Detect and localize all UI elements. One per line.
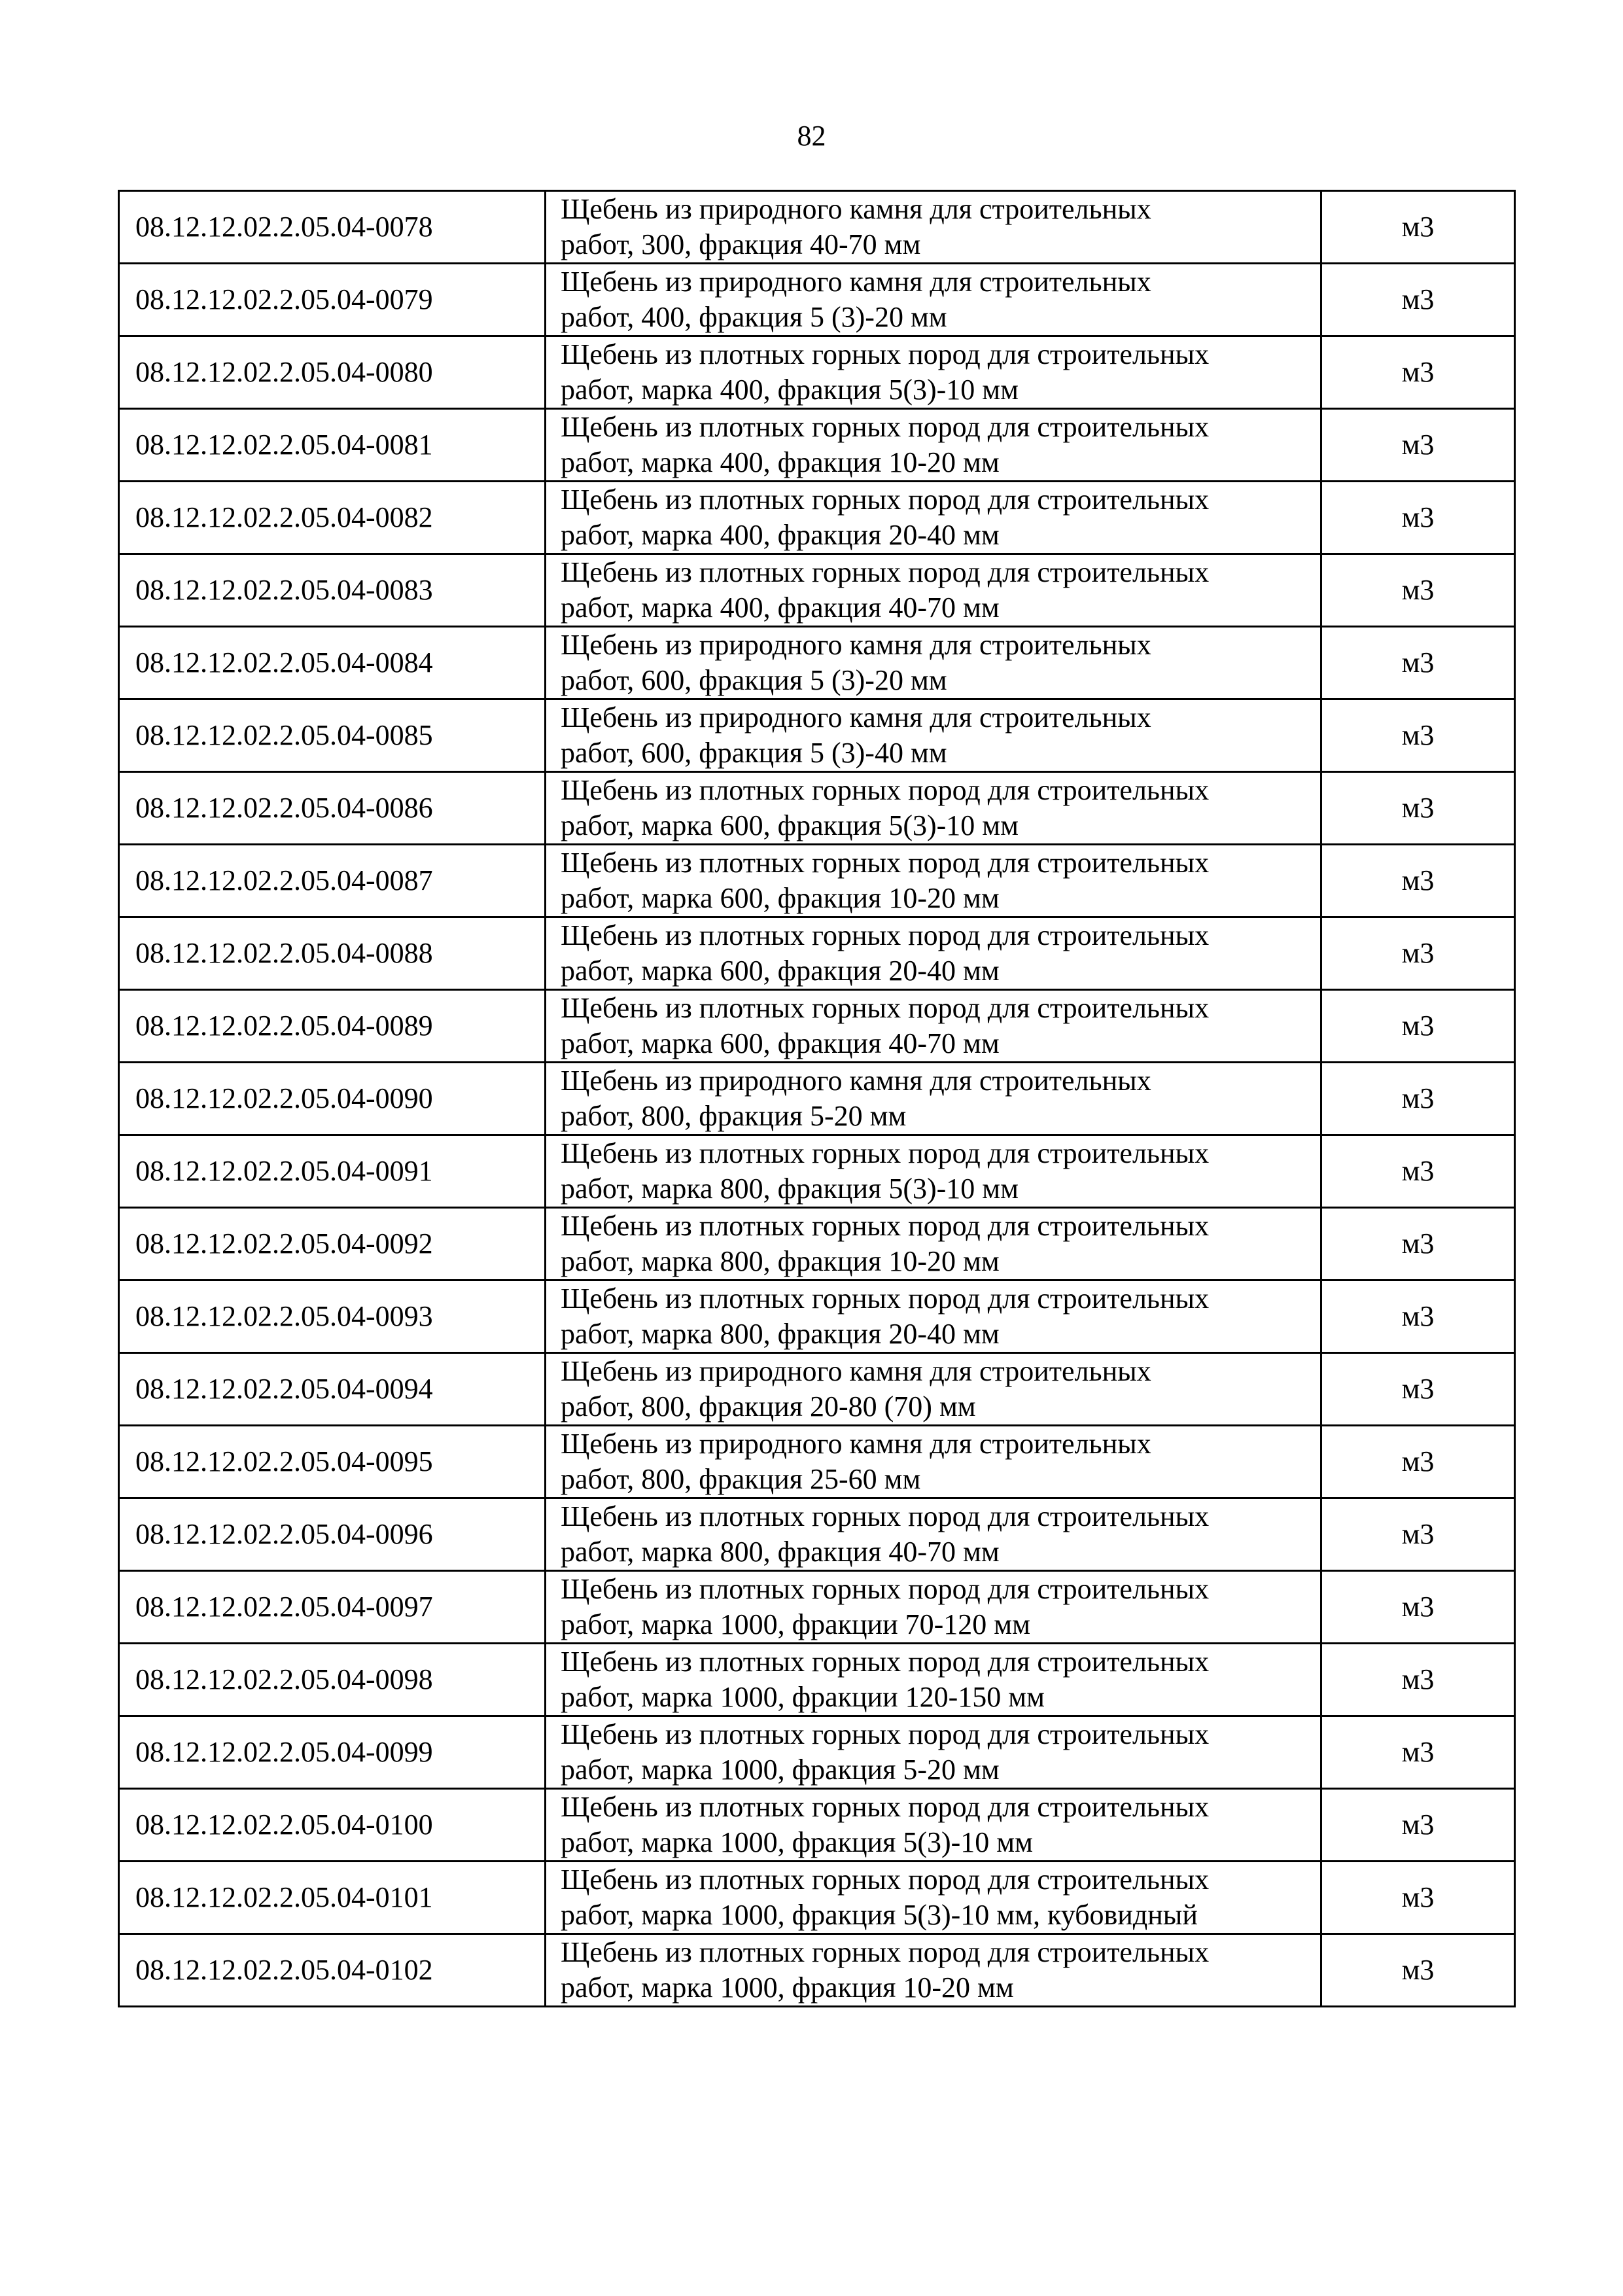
- resource-name-line-2: работ, марка 1000, фракция 5(3)-10 мм: [561, 1826, 1033, 1858]
- resource-name-line-1: Щебень из плотных горных пород для строительных: [561, 338, 1210, 370]
- table-row: [119, 845, 1515, 917]
- table-row: [119, 1862, 1515, 1934]
- resource-name-cell: [546, 1208, 1321, 1280]
- resource-name-cell: [546, 264, 1321, 336]
- resource-code-cell: 08.12.12.02.2.05.04-0094: [119, 1353, 546, 1426]
- resource-name-cell: [546, 1426, 1321, 1498]
- resource-name-line-2: работ, 600, фракция 5 (3)-40 мм: [561, 737, 947, 769]
- unit-cell: м3: [1321, 772, 1515, 845]
- resource-name-line-1: Щебень из природного камня для строительных: [561, 1355, 1151, 1387]
- resource-name-line-1: Щебень из плотных горных пород для строительных: [561, 774, 1210, 806]
- unit-cell: м3: [1321, 699, 1515, 772]
- resource-code-cell: 08.12.12.02.2.05.04-0095: [119, 1426, 546, 1498]
- table-row: [119, 627, 1515, 699]
- resource-name-line-1: Щебень из плотных горных пород для строительных: [561, 411, 1210, 443]
- resource-name-line-1: Щебень из природного камня для строительных: [561, 266, 1151, 298]
- resource-code-cell: 08.12.12.02.2.05.04-0097: [119, 1571, 546, 1644]
- unit-cell: м3: [1321, 1353, 1515, 1426]
- table-row: [119, 1135, 1515, 1208]
- unit-cell: м3: [1321, 917, 1515, 990]
- table-row: [119, 1934, 1515, 2007]
- resource-name-line-1: Щебень из плотных горных пород для строительных: [561, 919, 1210, 951]
- table-row: [119, 772, 1515, 845]
- unit-cell: м3: [1321, 1716, 1515, 1789]
- resource-name-line-2: работ, марка 1000, фракция 10-20 мм: [561, 1971, 1014, 2004]
- table-row: [119, 917, 1515, 990]
- resource-code-cell: 08.12.12.02.2.05.04-0090: [119, 1063, 546, 1135]
- resource-name-line-2: работ, 400, фракция 5 (3)-20 мм: [561, 301, 947, 333]
- unit-cell: м3: [1321, 627, 1515, 699]
- resource-code-cell: 08.12.12.02.2.05.04-0102: [119, 1934, 546, 2007]
- resource-name-cell: [546, 1934, 1321, 2007]
- resource-name-line-2: работ, марка 400, фракция 5(3)-10 мм: [561, 374, 1019, 406]
- resource-name-line-1: Щебень из плотных горных пород для строительных: [561, 992, 1210, 1024]
- page-number: 82: [797, 120, 826, 152]
- resource-name-line-2: работ, марка 600, фракция 10-20 мм: [561, 882, 1000, 914]
- resource-name-cell: [546, 191, 1321, 264]
- resource-name-cell: [546, 482, 1321, 554]
- unit-cell: м3: [1321, 482, 1515, 554]
- table-row: [119, 1426, 1515, 1498]
- table-row: [119, 409, 1515, 482]
- resource-name-line-2: работ, марка 400, фракция 10-20 мм: [561, 446, 1000, 478]
- table-row: [119, 990, 1515, 1063]
- unit-cell: м3: [1321, 1426, 1515, 1498]
- resource-code-cell: 08.12.12.02.2.05.04-0099: [119, 1716, 546, 1789]
- unit-cell: м3: [1321, 409, 1515, 482]
- resource-name-cell: [546, 1862, 1321, 1934]
- resource-code-cell: 08.12.12.02.2.05.04-0089: [119, 990, 546, 1063]
- resource-name-line-1: Щебень из природного камня для строительных: [561, 629, 1151, 661]
- resource-code-cell: 08.12.12.02.2.05.04-0087: [119, 845, 546, 917]
- resource-name-line-2: работ, 800, фракция 5-20 мм: [561, 1100, 907, 1132]
- resource-name-line-1: Щебень из плотных горных пород для строительных: [561, 1936, 1210, 1968]
- table-row: [119, 264, 1515, 336]
- resource-name-cell: [546, 845, 1321, 917]
- materials-table: [118, 190, 1516, 2007]
- table-row: [119, 1280, 1515, 1353]
- resource-name-cell: [546, 1789, 1321, 1862]
- unit-cell: м3: [1321, 845, 1515, 917]
- resource-name-line-1: Щебень из плотных горных пород для строительных: [561, 1791, 1210, 1823]
- table-row: [119, 1644, 1515, 1716]
- resource-name-line-2: работ, марка 400, фракция 40-70 мм: [561, 592, 1000, 624]
- resource-name-line-2: работ, марка 800, фракция 20-40 мм: [561, 1318, 1000, 1350]
- resource-name-line-1: Щебень из плотных горных пород для строительных: [561, 1863, 1210, 1896]
- unit-cell: м3: [1321, 1280, 1515, 1353]
- resource-code-cell: 08.12.12.02.2.05.04-0080: [119, 336, 546, 409]
- table-row: [119, 1353, 1515, 1426]
- resource-name-line-1: Щебень из природного камня для строительных: [561, 1065, 1151, 1097]
- resource-name-line-1: Щебень из плотных горных пород для строительных: [561, 847, 1210, 879]
- resource-code-cell: 08.12.12.02.2.05.04-0088: [119, 917, 546, 990]
- resource-name-line-2: работ, марка 1000, фракция 5(3)-10 мм, кубовидный: [561, 1899, 1198, 1931]
- resource-name-cell: [546, 1280, 1321, 1353]
- resource-code-cell: 08.12.12.02.2.05.04-0092: [119, 1208, 546, 1280]
- resource-code-cell: 08.12.12.02.2.05.04-0079: [119, 264, 546, 336]
- resource-code-cell: 08.12.12.02.2.05.04-0085: [119, 699, 546, 772]
- resource-code-cell: 08.12.12.02.2.05.04-0082: [119, 482, 546, 554]
- resource-name-cell: [546, 1571, 1321, 1644]
- unit-cell: м3: [1321, 1063, 1515, 1135]
- resource-name-line-2: работ, 800, фракция 20-80 (70) мм: [561, 1390, 976, 1422]
- resource-name-line-1: Щебень из плотных горных пород для строительных: [561, 1210, 1210, 1242]
- resource-name-cell: [546, 627, 1321, 699]
- resource-name-line-1: Щебень из плотных горных пород для строительных: [561, 1646, 1210, 1678]
- resource-name-cell: [546, 1135, 1321, 1208]
- resource-name-cell: [546, 990, 1321, 1063]
- resource-name-line-1: Щебень из природного камня для строительных: [561, 193, 1151, 225]
- table-row: [119, 1571, 1515, 1644]
- resource-name-cell: [546, 1498, 1321, 1571]
- resource-code-cell: 08.12.12.02.2.05.04-0078: [119, 191, 546, 264]
- table-row: [119, 191, 1515, 264]
- table-row: [119, 699, 1515, 772]
- unit-cell: м3: [1321, 1571, 1515, 1644]
- resource-code-cell: 08.12.12.02.2.05.04-0084: [119, 627, 546, 699]
- table-row: [119, 1498, 1515, 1571]
- table-body: [119, 191, 1515, 2007]
- unit-cell: м3: [1321, 1498, 1515, 1571]
- resource-name-line-2: работ, марка 1000, фракция 5-20 мм: [561, 1754, 1000, 1786]
- resource-name-line-1: Щебень из природного камня для строительных: [561, 1428, 1151, 1460]
- unit-cell: м3: [1321, 264, 1515, 336]
- resource-name-line-2: работ, 600, фракция 5 (3)-20 мм: [561, 664, 947, 696]
- resource-name-line-2: работ, марка 1000, фракции 120-150 мм: [561, 1681, 1045, 1713]
- resource-name-line-1: Щебень из плотных горных пород для строительных: [561, 484, 1210, 516]
- unit-cell: м3: [1321, 1135, 1515, 1208]
- resource-name-cell: [546, 917, 1321, 990]
- table-row: [119, 1716, 1515, 1789]
- unit-cell: м3: [1321, 1644, 1515, 1716]
- resource-name-line-1: Щебень из плотных горных пород для строительных: [561, 1137, 1210, 1169]
- resource-name-cell: [546, 1063, 1321, 1135]
- resource-name-line-2: работ, марка 600, фракция 5(3)-10 мм: [561, 809, 1019, 841]
- unit-cell: м3: [1321, 554, 1515, 627]
- unit-cell: м3: [1321, 1934, 1515, 2007]
- resource-code-cell: 08.12.12.02.2.05.04-0086: [119, 772, 546, 845]
- table-row: [119, 1063, 1515, 1135]
- resource-name-cell: [546, 1716, 1321, 1789]
- resource-name-cell: [546, 1353, 1321, 1426]
- resource-name-line-2: работ, 300, фракция 40-70 мм: [561, 228, 921, 260]
- table-row: [119, 1208, 1515, 1280]
- resource-name-cell: [546, 772, 1321, 845]
- resource-name-line-2: работ, марка 800, фракция 5(3)-10 мм: [561, 1173, 1019, 1205]
- unit-cell: м3: [1321, 1862, 1515, 1934]
- resource-name-line-2: работ, марка 800, фракция 10-20 мм: [561, 1245, 1000, 1277]
- resource-name-line-1: Щебень из плотных горных пород для строительных: [561, 556, 1210, 588]
- unit-cell: м3: [1321, 336, 1515, 409]
- resource-name-line-2: работ, марка 1000, фракции 70-120 мм: [561, 1608, 1030, 1640]
- resource-name-cell: [546, 336, 1321, 409]
- resource-name-line-2: работ, марка 400, фракция 20-40 мм: [561, 519, 1000, 551]
- table-row: [119, 336, 1515, 409]
- resource-name-cell: [546, 1644, 1321, 1716]
- resource-name-cell: [546, 409, 1321, 482]
- resource-code-cell: 08.12.12.02.2.05.04-0093: [119, 1280, 546, 1353]
- resource-name-line-1: Щебень из плотных горных пород для строительных: [561, 1500, 1210, 1532]
- resource-name-line-1: Щебень из природного камня для строительных: [561, 701, 1151, 733]
- resource-code-cell: 08.12.12.02.2.05.04-0100: [119, 1789, 546, 1862]
- resource-name-line-1: Щебень из плотных горных пород для строительных: [561, 1573, 1210, 1605]
- table-row: [119, 482, 1515, 554]
- resource-name-line-1: Щебень из плотных горных пород для строительных: [561, 1282, 1210, 1315]
- table-row: [119, 1789, 1515, 1862]
- resource-code-cell: 08.12.12.02.2.05.04-0083: [119, 554, 546, 627]
- unit-cell: м3: [1321, 990, 1515, 1063]
- unit-cell: м3: [1321, 191, 1515, 264]
- resource-name-cell: [546, 699, 1321, 772]
- resource-code-cell: 08.12.12.02.2.05.04-0101: [119, 1862, 546, 1934]
- resource-code-cell: 08.12.12.02.2.05.04-0081: [119, 409, 546, 482]
- resource-code-cell: 08.12.12.02.2.05.04-0096: [119, 1498, 546, 1571]
- resource-name-line-2: работ, марка 800, фракция 40-70 мм: [561, 1536, 1000, 1568]
- resource-name-line-2: работ, 800, фракция 25-60 мм: [561, 1463, 921, 1495]
- unit-cell: м3: [1321, 1789, 1515, 1862]
- unit-cell: м3: [1321, 1208, 1515, 1280]
- resource-code-cell: 08.12.12.02.2.05.04-0091: [119, 1135, 546, 1208]
- resource-name-line-2: работ, марка 600, фракция 20-40 мм: [561, 955, 1000, 987]
- resource-name-line-1: Щебень из плотных горных пород для строительных: [561, 1718, 1210, 1750]
- resource-name-line-2: работ, марка 600, фракция 40-70 мм: [561, 1027, 1000, 1059]
- resource-code-cell: 08.12.12.02.2.05.04-0098: [119, 1644, 546, 1716]
- table-row: [119, 554, 1515, 627]
- resource-name-cell: [546, 554, 1321, 627]
